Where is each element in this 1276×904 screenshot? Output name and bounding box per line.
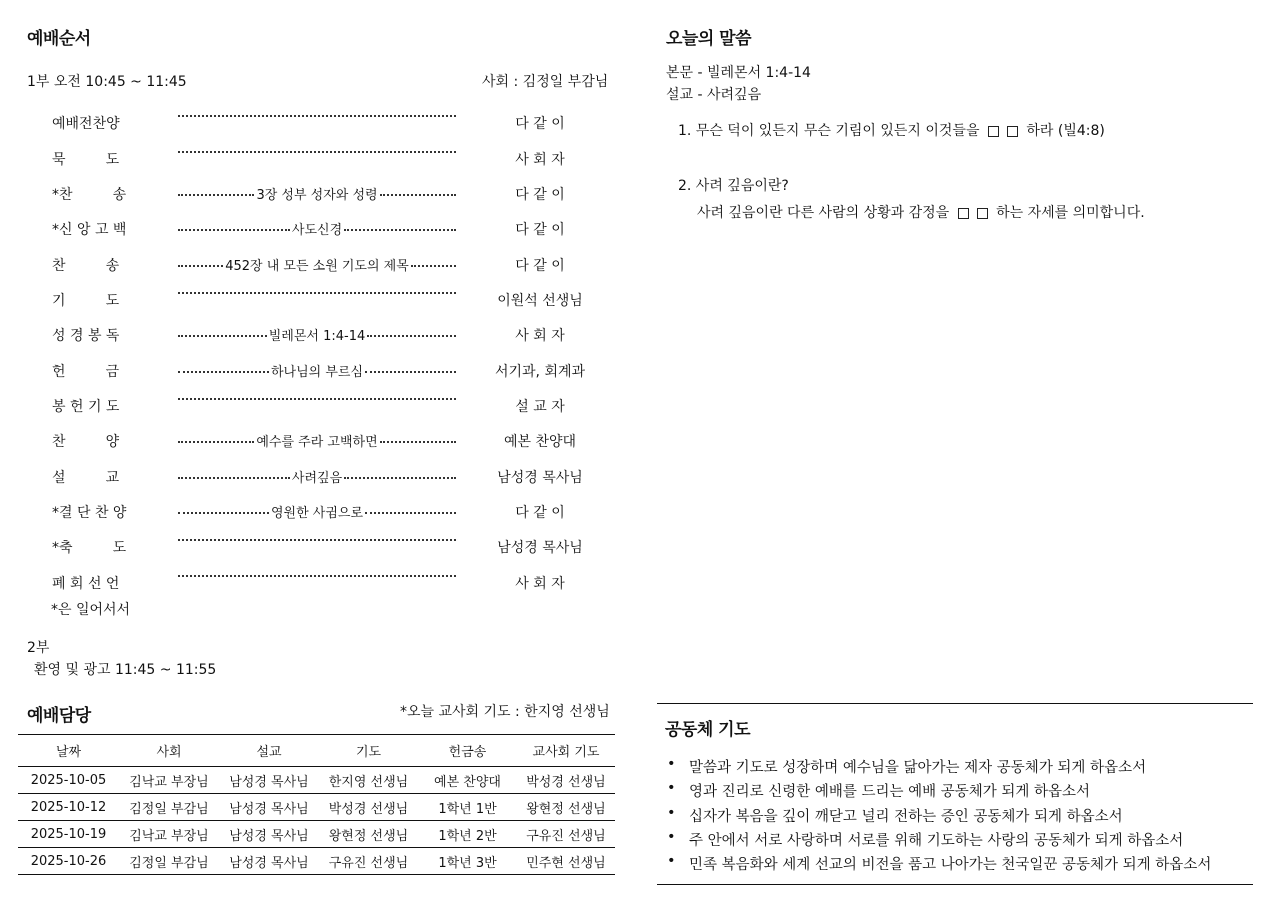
order-item-name: 묵 도 bbox=[52, 152, 120, 168]
order-item-detail: 빌레몬서 1:4-14 bbox=[268, 329, 366, 344]
dotted-leader bbox=[178, 265, 223, 267]
order-row bbox=[0, 502, 620, 537]
order-item-detail: 영원한 사귐으로 bbox=[270, 506, 364, 521]
order-row bbox=[0, 149, 620, 184]
table-header-row bbox=[18, 735, 615, 767]
order-item-name: 성 경 봉 독 bbox=[52, 328, 120, 344]
prayer-text: 영과 진리로 신령한 예배를 드리는 예배 공동체가 되게 하옵소서 bbox=[689, 784, 1091, 801]
order-item-name: 찬 송 bbox=[52, 258, 120, 274]
order-item-leader: 이원석 선생님 bbox=[497, 293, 583, 309]
table-cell: 왕현정 선생님 bbox=[328, 828, 409, 844]
prayer-text: 민족 복음화와 세계 선교의 비전을 품고 나아가는 천국일꾼 공동체가 되게 하옵소서 bbox=[689, 857, 1212, 874]
table-cell: 남성경 목사님 bbox=[229, 855, 309, 871]
dotted-leader bbox=[365, 512, 456, 514]
dotted-leader bbox=[367, 335, 456, 337]
table-row bbox=[18, 767, 615, 794]
order-row bbox=[0, 290, 620, 325]
order-leader-line bbox=[178, 290, 456, 294]
order-item-leader: 다 같 이 bbox=[515, 258, 565, 274]
scripture: 본문 - 빌레몬서 1:4-14 bbox=[666, 65, 811, 81]
table-cell: 예본 찬양대 bbox=[434, 774, 501, 790]
table-cell: 남성경 목사님 bbox=[229, 801, 309, 817]
question-2-suffix: 하는 자세를 의미합니다. bbox=[996, 205, 1145, 221]
list-item bbox=[667, 829, 1211, 853]
order-row bbox=[0, 396, 620, 431]
dotted-leader bbox=[411, 265, 456, 267]
dotted-leader bbox=[178, 151, 456, 153]
table-row bbox=[18, 794, 615, 821]
part2-desc: 환영 및 광고 11:45 ~ 11:55 bbox=[34, 662, 217, 678]
dotted-leader bbox=[178, 398, 456, 400]
order-item-name: 폐 회 선 언 bbox=[52, 576, 120, 592]
table-cell: 왕현정 선생님 bbox=[526, 801, 606, 817]
dotted-leader bbox=[344, 477, 456, 479]
table-cell: 민주현 선생님 bbox=[526, 855, 606, 871]
question-2 bbox=[697, 202, 1145, 222]
dotted-leader bbox=[178, 575, 456, 577]
table-cell: 구유진 선생님 bbox=[328, 855, 409, 871]
order-item-leader: 사 회 자 bbox=[515, 576, 565, 592]
order-leader-line bbox=[178, 149, 456, 153]
dotted-leader bbox=[178, 477, 290, 479]
dotted-leader bbox=[380, 194, 456, 196]
prayer-text: 십자가 복음을 깊이 깨닫고 널리 전하는 증인 공동체가 되게 하옵소서 bbox=[689, 808, 1123, 825]
order-row bbox=[0, 431, 620, 466]
table-cell: 1학년 3반 bbox=[438, 855, 497, 871]
column-header: 사회 bbox=[156, 745, 182, 760]
table-cell: 2025-10-26 bbox=[30, 853, 107, 869]
order-item-name: *신 앙 고 백 bbox=[52, 222, 127, 238]
table-cell: 2025-10-19 bbox=[30, 826, 107, 842]
dotted-leader bbox=[178, 441, 254, 443]
order-leader-line bbox=[178, 219, 456, 238]
column-header: 기도 bbox=[355, 745, 382, 760]
order-row bbox=[0, 113, 620, 148]
community-prayer bbox=[657, 703, 1253, 885]
bullet-icon: • bbox=[667, 828, 676, 845]
order-item-leader: 서기과, 회계과 bbox=[494, 364, 586, 380]
presider: 사회 : 김정일 부감님 bbox=[482, 74, 609, 90]
order-item-leader: 남성경 목사님 bbox=[497, 470, 583, 486]
dotted-leader bbox=[178, 292, 456, 294]
word-title: 오늘의 말씀 bbox=[666, 29, 752, 49]
dotted-leader bbox=[178, 539, 456, 541]
blank-box bbox=[1007, 126, 1018, 137]
order-row bbox=[0, 184, 620, 219]
order-leader-line bbox=[178, 502, 456, 521]
blank-box bbox=[988, 126, 999, 137]
order-item-name: *찬 송 bbox=[52, 187, 127, 203]
table-cell: 김정일 부감님 bbox=[129, 801, 209, 817]
order-item-name: 헌 금 bbox=[52, 364, 120, 380]
column-header: 교사회 기도 bbox=[532, 745, 600, 760]
table-cell: 2025-10-12 bbox=[30, 799, 107, 815]
sermon-title: 설교 - 사려깊음 bbox=[666, 87, 762, 103]
list-item bbox=[667, 756, 1211, 780]
bullet-icon: • bbox=[667, 780, 676, 797]
prayer-list bbox=[667, 756, 1211, 877]
table-cell: 한지영 선생님 bbox=[328, 774, 409, 790]
order-leader-line bbox=[178, 537, 456, 541]
duty-title: 예배담당 bbox=[27, 706, 91, 726]
question-1-suffix: 하라 (빌4:8) bbox=[1026, 123, 1105, 139]
table-cell: 남성경 목사님 bbox=[229, 774, 309, 790]
dotted-leader bbox=[178, 229, 290, 231]
column-header: 헌금송 bbox=[448, 745, 487, 760]
table-cell: 2025-10-05 bbox=[30, 772, 107, 788]
bullet-icon: • bbox=[667, 853, 676, 870]
column-header: 날짜 bbox=[55, 745, 82, 760]
order-item-name: *결 단 찬 양 bbox=[52, 505, 127, 521]
table-cell: 1학년 1반 bbox=[438, 801, 497, 817]
order-row bbox=[0, 219, 620, 254]
table-row bbox=[18, 821, 615, 848]
order-item-name: 설 교 bbox=[52, 470, 120, 486]
question-1-text: 1. 무슨 덕이 있든지 무슨 기림이 있든지 이것들을 bbox=[678, 123, 980, 139]
order-item-detail: 사도신경 bbox=[291, 223, 343, 238]
dotted-leader bbox=[344, 229, 456, 231]
order-item-leader: 예본 찬양대 bbox=[503, 434, 577, 450]
order-item-leader: 다 같 이 bbox=[515, 116, 565, 132]
question-2-title: 2. 사려 깊음이란? bbox=[678, 178, 789, 194]
question-2-text: 사려 깊음이란 다른 사람의 상황과 감정을 bbox=[697, 205, 950, 221]
dotted-leader bbox=[178, 115, 456, 117]
order-row bbox=[0, 255, 620, 290]
prayer-title: 공동체 기도 bbox=[665, 720, 751, 740]
order-title: 예배순서 bbox=[27, 29, 91, 49]
dotted-leader bbox=[178, 335, 267, 337]
order-row bbox=[0, 467, 620, 502]
order-item-leader: 사 회 자 bbox=[515, 328, 565, 344]
order-item-detail: 사려깊음 bbox=[291, 471, 343, 486]
order-item-detail: 3장 성부 성자와 성령 bbox=[256, 188, 378, 203]
dotted-leader bbox=[178, 512, 269, 514]
today-prayer: *오늘 교사회 기도 : 한지영 선생님 bbox=[400, 704, 610, 720]
dotted-leader bbox=[178, 371, 269, 373]
order-leader-line bbox=[178, 325, 456, 344]
order-item-leader: 다 같 이 bbox=[515, 222, 565, 238]
duty-table bbox=[18, 734, 615, 875]
blank-box bbox=[977, 208, 988, 219]
standing-note: *은 일어서서 bbox=[51, 602, 131, 618]
table-cell: 박성경 선생님 bbox=[526, 774, 606, 790]
table-cell: 박성경 선생님 bbox=[328, 801, 409, 817]
order-leader-line bbox=[178, 113, 456, 117]
dotted-leader bbox=[365, 371, 456, 373]
order-item-detail: 452장 내 모든 소원 기도의 제목 bbox=[225, 259, 409, 274]
bullet-icon: • bbox=[667, 804, 676, 821]
order-item-name: 찬 양 bbox=[52, 434, 120, 450]
table-cell: 구유진 선생님 bbox=[526, 828, 606, 844]
list-item bbox=[667, 805, 1211, 829]
order-item-leader: 다 같 이 bbox=[515, 505, 565, 521]
list-item bbox=[667, 780, 1211, 804]
order-item-name: 봉 헌 기 도 bbox=[52, 399, 120, 415]
dotted-leader bbox=[380, 441, 456, 443]
order-item-leader: 사 회 자 bbox=[515, 152, 565, 168]
question-1 bbox=[678, 120, 1105, 140]
blank-box bbox=[958, 208, 969, 219]
order-item-name: 기 도 bbox=[52, 293, 120, 309]
order-leader-line bbox=[178, 184, 456, 203]
table-cell: 김낙교 부장님 bbox=[129, 774, 209, 790]
table-row bbox=[18, 848, 615, 875]
order-leader-line bbox=[178, 431, 456, 450]
table-cell: 1학년 2반 bbox=[438, 828, 497, 844]
prayer-text: 말씀과 기도로 성장하며 예수님을 닮아가는 제자 공동체가 되게 하옵소서 bbox=[689, 760, 1147, 776]
part2-label: 2부 bbox=[27, 640, 50, 656]
order-item-name: 예배전찬양 bbox=[52, 116, 120, 132]
list-item bbox=[667, 853, 1211, 877]
order-row bbox=[0, 537, 620, 572]
order-leader-line bbox=[178, 396, 456, 400]
table-cell: 남성경 목사님 bbox=[229, 828, 309, 844]
table-cell: 김정일 부감님 bbox=[129, 855, 209, 871]
table-cell: 김낙교 부장님 bbox=[129, 828, 209, 844]
order-item-leader: 설 교 자 bbox=[515, 399, 565, 415]
prayer-text: 주 안에서 서로 사랑하며 서로를 위해 기도하는 사랑의 공동체가 되게 하옵소서 bbox=[689, 832, 1184, 849]
part1-time: 1부 오전 10:45 ~ 11:45 bbox=[27, 74, 187, 90]
order-leader-line bbox=[178, 573, 456, 577]
column-header: 설교 bbox=[256, 745, 282, 760]
dotted-leader bbox=[178, 194, 254, 196]
order-item-name: *축 도 bbox=[52, 540, 127, 556]
order-leader-line bbox=[178, 361, 456, 380]
order-leader-line bbox=[178, 467, 456, 486]
order-list bbox=[0, 113, 620, 608]
order-row bbox=[0, 361, 620, 396]
order-leader-line bbox=[178, 255, 456, 274]
order-item-detail: 하나님의 부르심 bbox=[270, 365, 364, 380]
order-item-leader: 남성경 목사님 bbox=[497, 540, 583, 556]
order-item-leader: 다 같 이 bbox=[515, 187, 565, 203]
order-item-detail: 예수를 주라 고백하면 bbox=[256, 435, 378, 450]
bullet-icon: • bbox=[667, 756, 676, 772]
order-row bbox=[0, 325, 620, 360]
